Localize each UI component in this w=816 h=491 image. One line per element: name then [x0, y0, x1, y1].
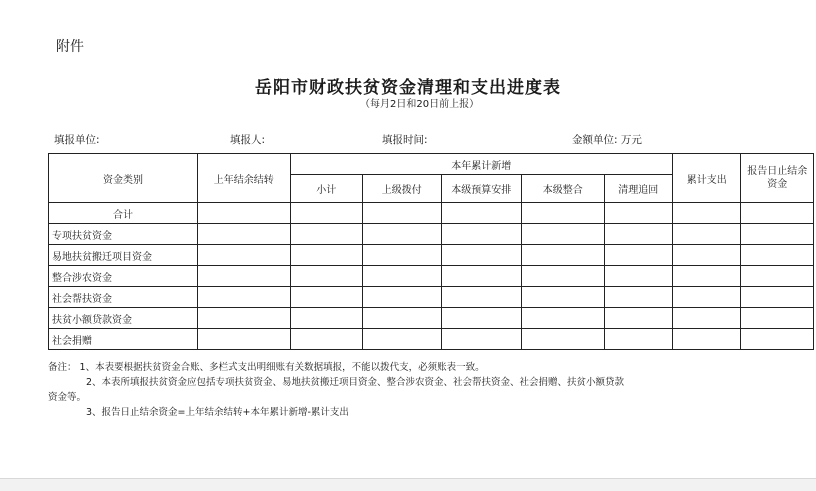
table-cell [522, 287, 605, 308]
row-label: 易地扶贫搬迁项目资金 [49, 245, 198, 266]
table-cell [197, 308, 290, 329]
table-cell [741, 308, 814, 329]
table-cell [197, 266, 290, 287]
header-prev-balance: 上年结余结转 [197, 154, 290, 203]
row-label: 社会帮扶资金 [49, 287, 198, 308]
header-budget: 本级预算安排 [441, 175, 522, 203]
table-cell [604, 245, 672, 266]
note-line-4: 3、报告日止结余资金=上年结余结转+本年累计新增-累计支出 [86, 407, 349, 418]
table-cell [441, 308, 522, 329]
table-cell [290, 329, 362, 350]
header-cumulative-spend: 累计支出 [673, 154, 741, 203]
header-new-this-year: 本年累计新增 [290, 154, 673, 175]
page-subtitle: （每月2日和20日前上报） [360, 99, 480, 110]
table-cell [522, 266, 605, 287]
table-cell [604, 266, 672, 287]
note-line-2: 2、本表所填报扶贫资金应包括专项扶贫资金、易地扶贫搬迁项目资金、整合涉农资金、社会帮扶资金、社会捐赠、扶贫小额贷款 [86, 377, 625, 388]
table-cell [197, 287, 290, 308]
table-cell [290, 287, 362, 308]
table-cell [290, 203, 362, 224]
table-cell [741, 266, 814, 287]
table-cell [741, 329, 814, 350]
table-cell [604, 224, 672, 245]
table-cell [363, 245, 442, 266]
table-cell [197, 329, 290, 350]
table-cell [441, 266, 522, 287]
table-row [49, 266, 814, 287]
unit-label: 填报单位: [54, 134, 100, 146]
attachment-label: 附件 [56, 39, 84, 55]
header-subtotal: 小计 [290, 175, 362, 203]
table-row [49, 329, 814, 350]
table-cell [522, 203, 605, 224]
table-cell [363, 266, 442, 287]
filler-label: 填报人: [230, 134, 266, 146]
header-recovery: 清理追回 [604, 175, 672, 203]
header-superior: 上级拨付 [363, 175, 442, 203]
table-cell [673, 308, 741, 329]
table-cell [604, 308, 672, 329]
header-integration: 本级整合 [522, 175, 605, 203]
table-cell [741, 203, 814, 224]
table-cell [363, 329, 442, 350]
table-cell [197, 245, 290, 266]
table-cell [741, 245, 814, 266]
table-cell [441, 224, 522, 245]
table-cell [197, 203, 290, 224]
table-cell [673, 224, 741, 245]
row-label: 扶贫小额贷款资金 [49, 308, 198, 329]
table-cell [441, 287, 522, 308]
row-label: 专项扶贫资金 [49, 224, 198, 245]
table-cell [522, 329, 605, 350]
table-cell [673, 266, 741, 287]
table-cell [741, 224, 814, 245]
table-cell [363, 224, 442, 245]
table-cell [673, 245, 741, 266]
scan-edge [0, 478, 816, 491]
table-cell [363, 308, 442, 329]
note-line-3: 资金等。 [48, 392, 87, 403]
table-cell [604, 287, 672, 308]
notes [48, 360, 808, 420]
table-cell [290, 245, 362, 266]
table-cell [363, 287, 442, 308]
table-cell [441, 203, 522, 224]
table-cell [363, 203, 442, 224]
note-line-1: 备注： 1、本表要根据扶贫资金合账、多栏式支出明细账有关数据填报，不能以拨代支，必须账表一致。 [48, 362, 485, 373]
table-cell [522, 245, 605, 266]
table-cell [290, 308, 362, 329]
header-category: 资金类别 [49, 154, 198, 203]
table-cell [673, 329, 741, 350]
table-row [49, 224, 814, 245]
page-title: 岳阳市财政扶贫资金清理和支出进度表 [255, 78, 561, 98]
progress-table [48, 153, 814, 350]
amount-unit-label: 金额单位: 万元 [572, 134, 642, 146]
header-report-balance: 报告日止结余资金 [741, 154, 814, 203]
table-cell [441, 245, 522, 266]
table-row [49, 308, 814, 329]
table-cell [290, 266, 362, 287]
table-cell [673, 287, 741, 308]
row-label: 合计 [49, 203, 198, 224]
table-cell [741, 287, 814, 308]
header-row-1 [49, 154, 814, 175]
table-cell [441, 329, 522, 350]
table-cell [604, 203, 672, 224]
table-cell [522, 224, 605, 245]
table-row [49, 287, 814, 308]
table-cell [673, 203, 741, 224]
table-row [49, 203, 814, 224]
row-label: 整合涉农资金 [49, 266, 198, 287]
time-label: 填报时间: [382, 134, 428, 146]
table-cell [604, 329, 672, 350]
row-label: 社会捐赠 [49, 329, 198, 350]
table-cell [197, 224, 290, 245]
table-row [49, 245, 814, 266]
table-cell [290, 224, 362, 245]
table-cell [522, 308, 605, 329]
